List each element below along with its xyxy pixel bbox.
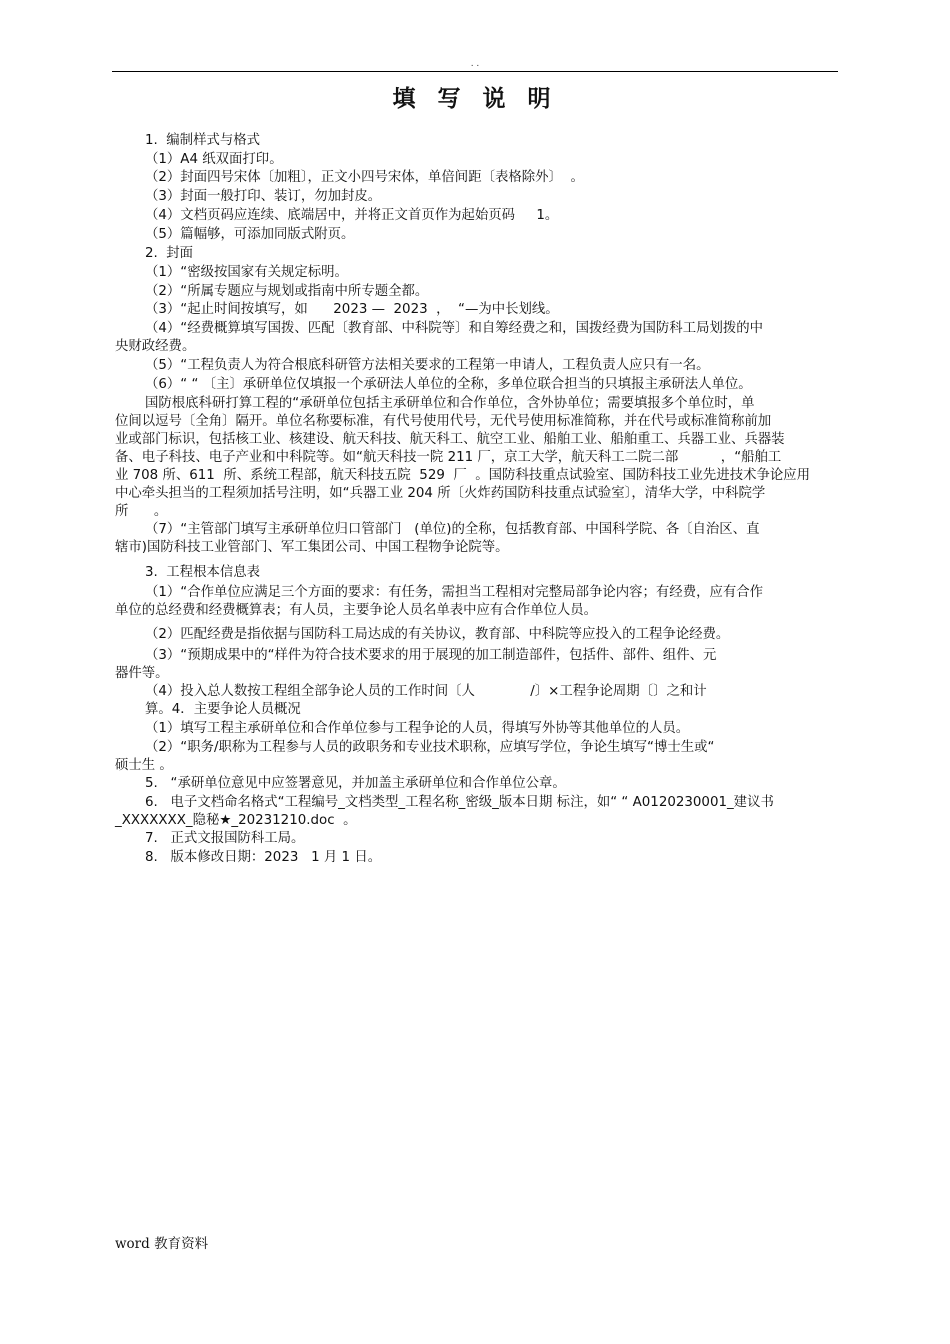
- body-line: （2）“职务/职称为工程参与人员的政职务和专业技术职称，应填写学位，争论生填写“博士生或“: [145, 740, 715, 755]
- body-line: 器件等。: [115, 666, 169, 681]
- body-line: （2）封面四号宋体〔加粗〕，正文小四号宋体，单倍间距〔表格除外〕 。: [145, 170, 584, 185]
- body-line: （2）匹配经费是指依据与国防科工局达成的有关协议，教育部、中科院等应投入的工程争论经费。: [145, 627, 730, 642]
- body-line: 1. 编制样式与格式: [145, 133, 261, 148]
- body-line: （1）填写工程主承研单位和合作单位参与工程争论的人员，得填写外协等其他单位的人员。: [145, 721, 690, 736]
- body-line: 3. 工程根本信息表: [145, 565, 261, 580]
- body-line: _XXXXXXX_隐秘★_20231210.doc 。: [115, 813, 357, 828]
- body-line: 位间以逗号〔全角〕隔开。单位名称要标准，有代号使用代号，无代号使用标准简称，并在代号或标准简称前加: [115, 414, 772, 429]
- body-line: 8. 版本修改日期：2023 1 月 1 日。: [145, 850, 382, 865]
- body-line: （4）投入总人数按工程组全部争论人员的工作时间〔人 /〕×工程争论周期〔〕之和计: [145, 684, 707, 699]
- body-line: 算。4．主要争论人员概况: [145, 702, 301, 717]
- page-title: 填 写 说 明: [392, 86, 558, 112]
- body-line: 业或部门标识，包括核工业、核建设、航天科技、航天科工、航空工业、船舶工业、船舶重工、兵器工业、兵器装: [115, 432, 785, 447]
- body-line: 辖市)国防科技工业管部门、军工集团公司、中国工程物争论院等。: [115, 540, 509, 555]
- body-line: 国防根底科研打算工程的“承研单位包括主承研单位和合作单位，含外协单位；需要填报多个单位时，单: [145, 396, 755, 411]
- body-line: （4）文档页码应连续、底端居中，并将正文首页作为起始页码 1。: [145, 208, 559, 223]
- page-footer: word 教育资料: [115, 1236, 209, 1252]
- body-line: 7. 正式文报国防科工局。: [145, 831, 305, 846]
- body-line: （1）“合作单位应满足三个方面的要求：有任务，需担当工程相对完整局部争论内容；有经费，应有合作: [145, 585, 764, 600]
- body-line: （7）“主管部门填写主承研单位归口管部门 (单位)的全称，包括教育部、中国科学院、各〔自治区、直: [145, 522, 760, 537]
- body-line: （2）“所属专题应与规划或指南中所专题全都。: [145, 284, 429, 299]
- header-rule: [112, 71, 838, 72]
- body-line: （5）“工程负责人为符合根底科研管方法相关要求的工程第一申请人，工程负责人应只有一名。: [145, 358, 710, 373]
- header-marker: . .: [470, 59, 480, 69]
- body-line: 硕士生 。: [115, 758, 173, 773]
- body-line: 2. 封面: [145, 246, 194, 261]
- body-line: 业 708 所、611 所、系统工程部，航天科技五院 529 厂 。国防科技重点试验室、国防科技工业先进技术争论应用: [115, 468, 811, 483]
- body-line: （3）“起止时间按填写，如 2023 — 2023 ， “—为中长划线。: [145, 302, 559, 317]
- body-line: 央财政经费。: [115, 339, 196, 354]
- body-line: 6. 电子文档命名格式“工程编号_文档类型_工程名称_密级_版本日期 标注，如“ “ A0120230001_建议书: [145, 795, 774, 810]
- body-line: （1）“密级按国家有关规定标明。: [145, 265, 348, 280]
- body-line: （6）“ “ 〔主〕承研单位仅填报一个承研法人单位的全称，多单位联合担当的只填报主承研法人单位。: [145, 377, 752, 392]
- body-line: （1）A4 纸双面打印。: [145, 152, 283, 167]
- body-line: 单位的总经费和经费概算表；有人员，主要争论人员名单表中应有合作单位人员。: [115, 603, 598, 618]
- body-line: （4）“经费概算填写国拨、匹配〔教育部、中科院等〕和自筹经费之和，国拨经费为国防科工局划拨的中: [145, 321, 764, 336]
- body-line: （3）封面一般打印、装订，勿加封皮。: [145, 189, 382, 204]
- body-line: 所 。: [115, 504, 168, 519]
- body-line: 中心牵头担当的工程须加括号注明，如“兵器工业 204 所〔火炸药国防科技重点试验室〕，清华大学，中科院学: [115, 486, 766, 501]
- body-line: （3）“预期成果中的“样件为符合技术要求的用于展现的加工制造部件，包括件、部件、组件、元: [145, 648, 717, 663]
- body-line: 备、电子科技、电子产业和中科院等。如“航天科技一院 211 厂，京工大学，航天科工二院二部 ，“船舶工: [115, 450, 782, 465]
- body-line: （5）篇幅够，可添加同版式附页。: [145, 227, 355, 242]
- body-line: 5. “承研单位意见中应签署意见，并加盖主承研单位和合作单位公章。: [145, 776, 566, 791]
